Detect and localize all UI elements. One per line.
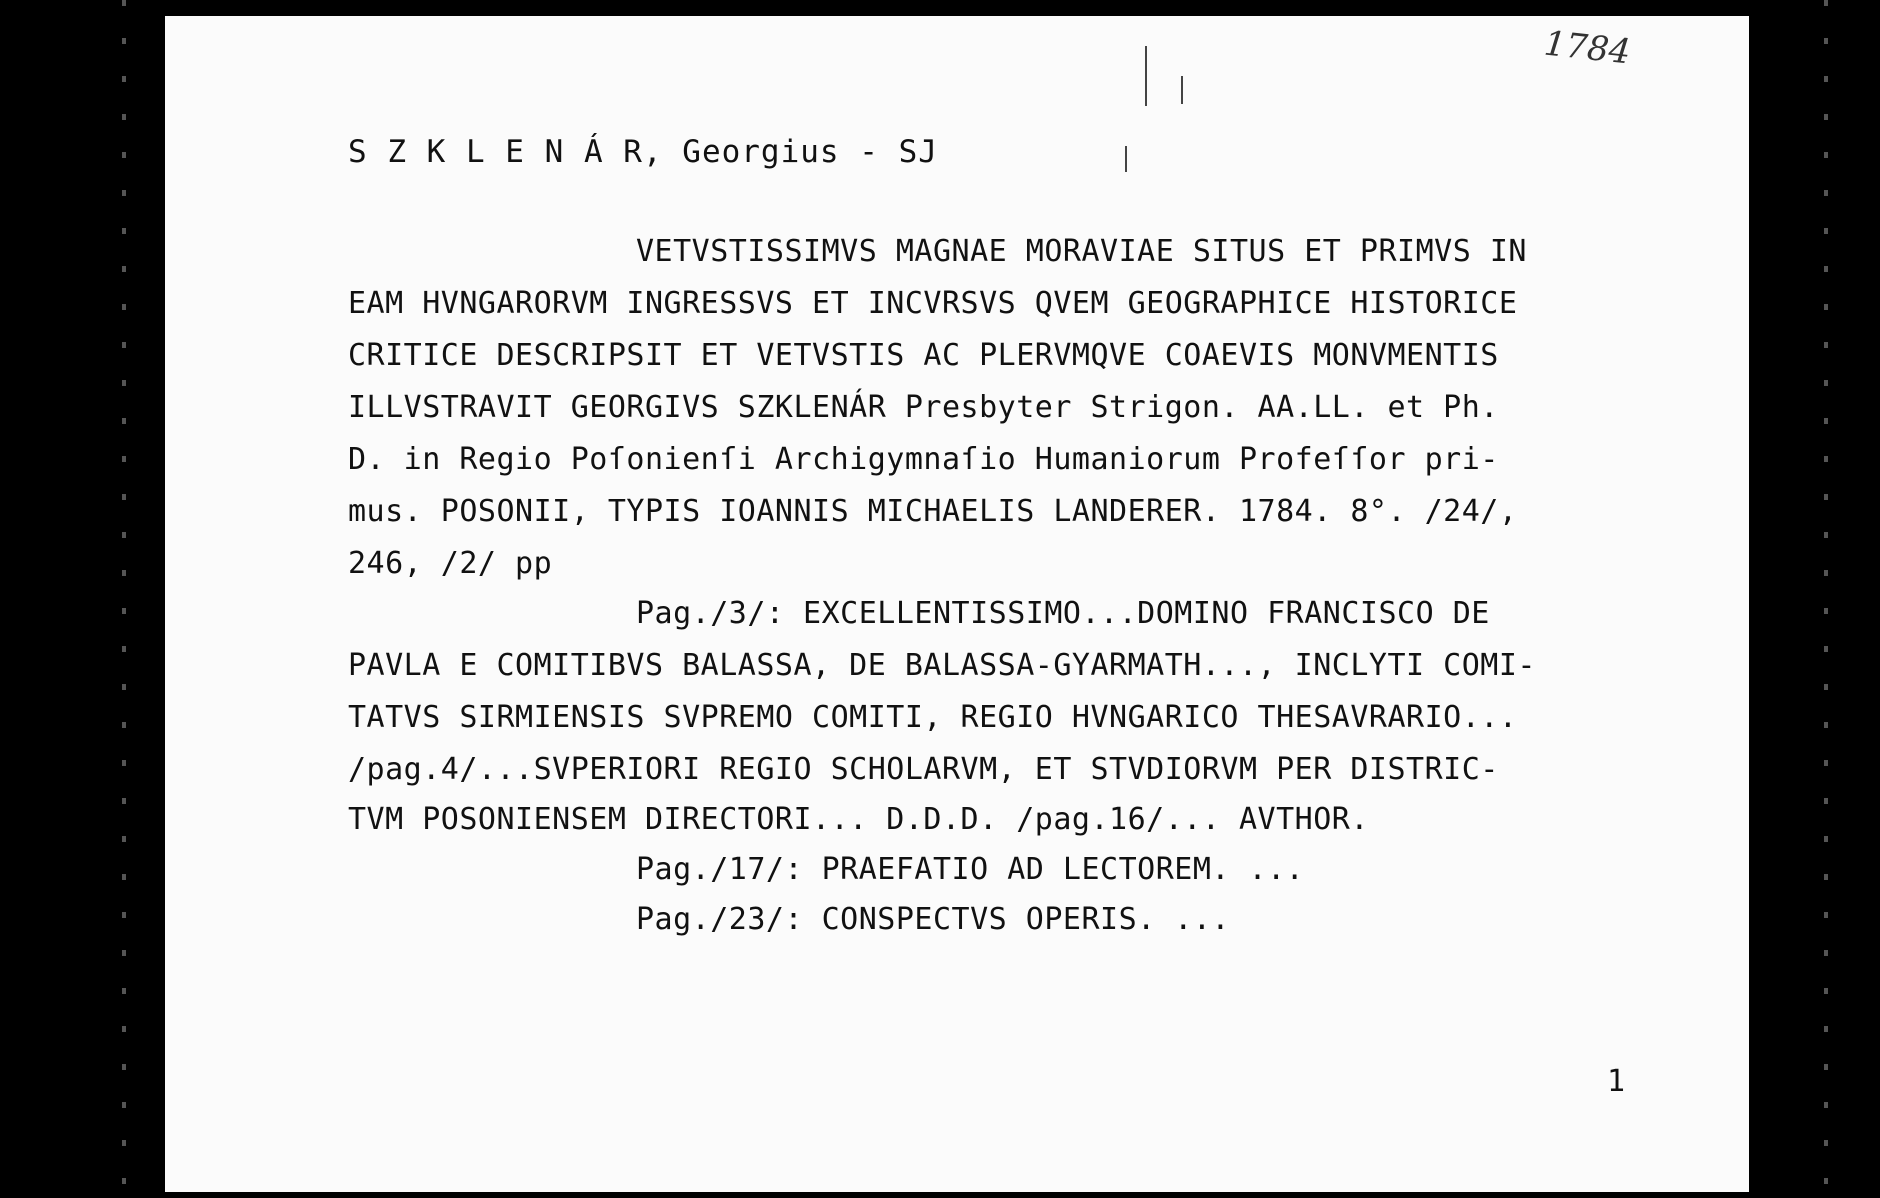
accession-number: 1784 — [1542, 23, 1633, 73]
body-line-8: Pag./3/: EXCELLENTISSIMO...DOMINO FRANCISCO DE — [636, 596, 1490, 631]
body-line-11: /pag.4/...SVPERIORI REGIO SCHOLARVM, ET STVDIORVM PER DISTRIC- — [348, 752, 1499, 787]
body-line-12: TVM POSONIENSEM DIRECTORI... D.D.D. /pag.16/... AVTHOR. — [348, 802, 1369, 837]
body-line-2: EAM HVNGARORVM INGRESSVS ET INCVRSVS QVEM GEOGRAPHICE HISTORICE — [348, 286, 1518, 321]
body-line-7: 246, /2/ pp — [348, 546, 553, 581]
card-heading: S Z K L E N Á R, Georgius - SJ — [348, 134, 938, 170]
pencil-mark — [1181, 76, 1183, 104]
page-number: 1 — [1607, 1064, 1626, 1099]
body-line-6: mus. POSONII, TYPIS IOANNIS MICHAELIS LANDERER. 1784. 8°. /24/, — [348, 494, 1518, 529]
body-line-10: TATVS SIRMIENSIS SVPREMO COMITI, REGIO HVNGARICO THESAVRARIO... — [348, 700, 1518, 735]
body-line-5: D. in Regio Poſonienſi Archigymnaſio Humaniorum Profeſſor pri- — [348, 442, 1499, 477]
pencil-mark — [1125, 146, 1127, 172]
film-edge-left — [122, 0, 126, 1198]
body-line-9: PAVLA E COMITIBVS BALASSA, DE BALASSA-GYARMATH..., INCLYTI COMI- — [348, 648, 1536, 683]
body-line-14: Pag./23/: CONSPECTVS OPERIS. ... — [636, 902, 1230, 937]
body-line-4: ILLVSTRAVIT GEORGIVS SZKLENÁR Presbyter Strigon. AA.LL. et Ph. — [348, 390, 1499, 425]
catalog-card — [165, 16, 1749, 1192]
film-edge-right — [1824, 0, 1828, 1198]
body-line-3: CRITICE DESCRIPSIT ET VETVSTIS AC PLERVMQVE COAEVIS MONVMENTIS — [348, 338, 1499, 373]
pencil-mark — [1145, 46, 1147, 106]
body-line-1: VETVSTISSIMVS MAGNAE MORAVIAE SITUS ET PRIMVS IN — [636, 234, 1527, 269]
body-line-13: Pag./17/: PRAEFATIO AD LECTOREM. ... — [636, 852, 1305, 887]
